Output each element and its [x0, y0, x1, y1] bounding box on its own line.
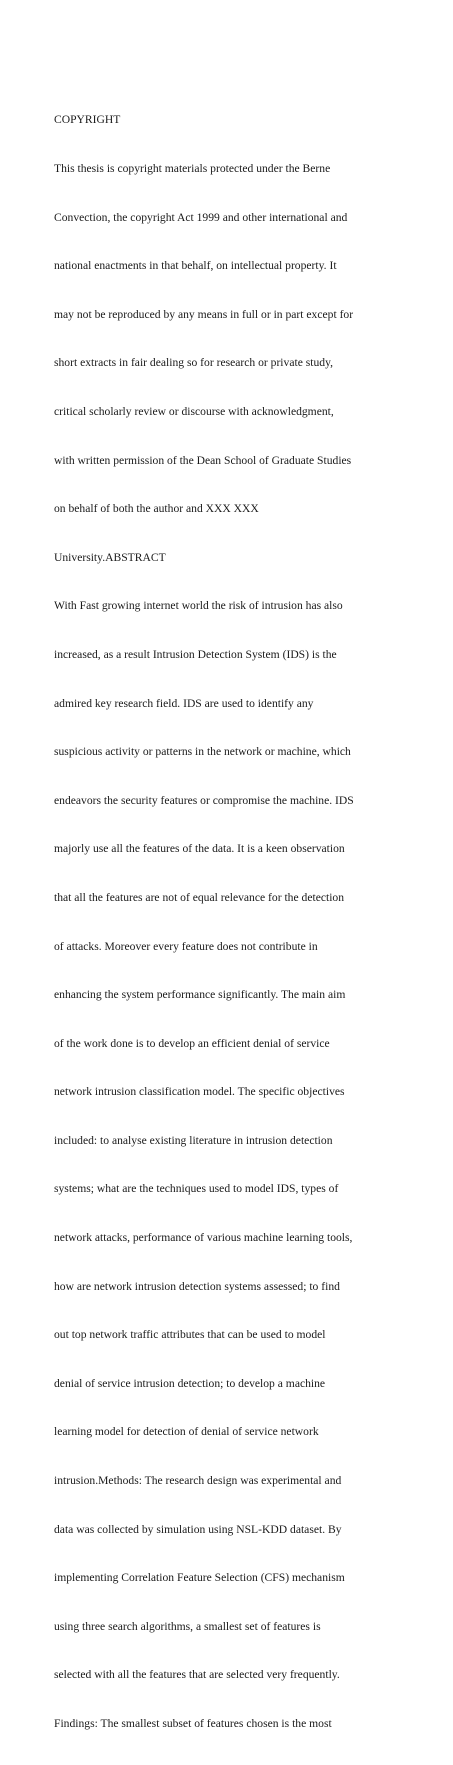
text-line: With Fast growing internet world the risk of intrusion has also: [54, 599, 343, 613]
text-line: increased, as a result Intrusion Detection System (IDS) is the: [54, 647, 337, 661]
text-line: denial of service intrusion detection; to develop a machine: [54, 1376, 326, 1390]
text-line: short extracts in fair dealing so for research or private study,: [54, 356, 334, 370]
text-line: network intrusion classification model. The specific objectives: [54, 1085, 345, 1099]
text-line: selected with all the features that are selected very frequently.: [54, 1668, 340, 1682]
text-line: COPYRIGHT: [54, 113, 121, 127]
document-body: [54, 80, 406, 1765]
text-line: Convection, the copyright Act 1999 and other international and: [54, 210, 348, 224]
text-line: included: to analyse existing literature in intrusion detection: [54, 1133, 333, 1147]
text-line: suspicious activity or patterns in the network or machine, which: [54, 745, 351, 759]
text-line: intrusion.Methods: The research design was experimental and: [54, 1474, 342, 1488]
text-line: out top network traffic attributes that can be used to model: [54, 1328, 326, 1342]
text-line: how are network intrusion detection systems assessed; to find: [54, 1279, 340, 1293]
text-line: admired key research field. IDS are used to identify any: [54, 696, 314, 710]
text-line: network attacks, performance of various machine learning tools,: [54, 1231, 353, 1245]
text-line: that all the features are not of equal relevance for the detection: [54, 890, 345, 904]
text-line: may not be reproduced by any means in full or in part except for: [54, 307, 354, 321]
text-line: systems; what are the techniques used to model IDS, types of: [54, 1182, 339, 1196]
text-line: learning model for detection of denial of service network: [54, 1425, 319, 1439]
text-line: Findings: The smallest subset of features chosen is the most: [54, 1717, 332, 1730]
text-line: national enactments in that behalf, on intellectual property. It: [54, 259, 337, 273]
text-line: of attacks. Moreover every feature does not contribute in: [54, 939, 318, 953]
text-line: enhancing the system performance significantly. The main aim: [54, 988, 346, 1002]
text-line: data was collected by simulation using NSL-KDD dataset. By: [54, 1522, 342, 1536]
text-line: endeavors the security features or compromise the machine. IDS: [54, 793, 354, 807]
text-line: using three search algorithms, a smallest set of features is: [54, 1619, 321, 1633]
text-line: with written permission of the Dean School of Graduate Studies: [54, 453, 352, 467]
text-line: on behalf of both the author and XXX XXX: [54, 502, 259, 516]
text-line: critical scholarly review or discourse with acknowledgment,: [54, 404, 334, 418]
text-line: of the work done is to develop an efficient denial of service: [54, 1036, 330, 1050]
text-line: This thesis is copyright materials protected under the Berne: [54, 162, 331, 175]
text-line: University.ABSTRACT: [54, 550, 166, 564]
text-line: majorly use all the features of the data. It is a keen observation: [54, 842, 345, 856]
text-line: implementing Correlation Feature Selection (CFS) mechanism: [54, 1571, 345, 1585]
